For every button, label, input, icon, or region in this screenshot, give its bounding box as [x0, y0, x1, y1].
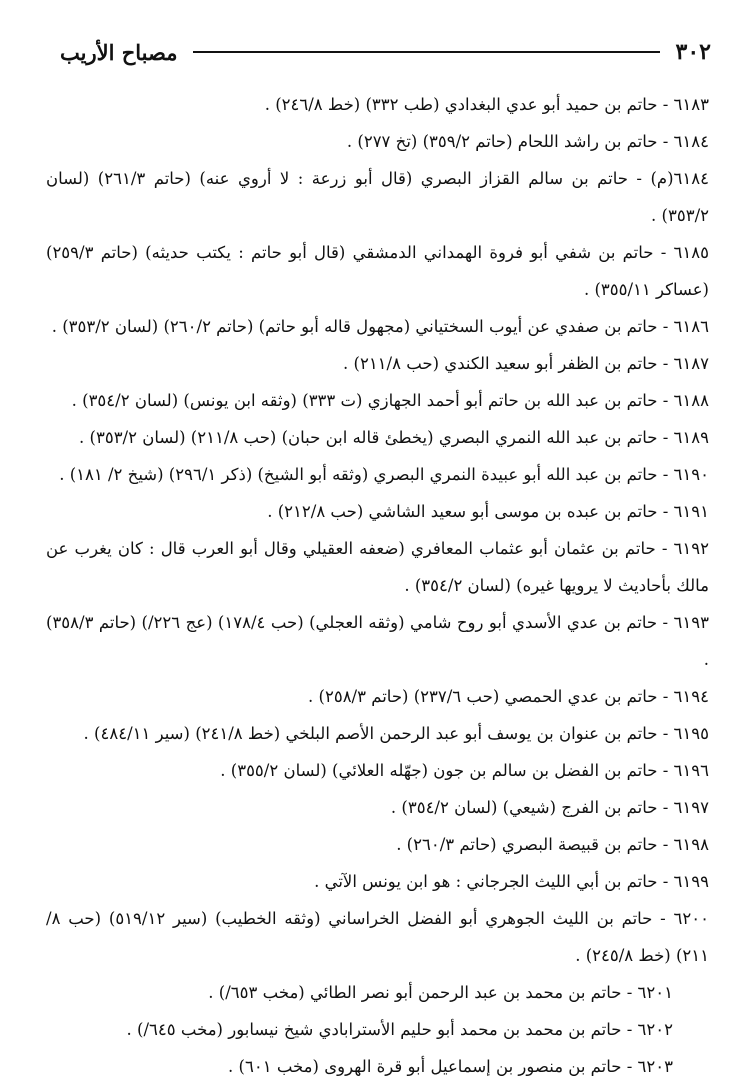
entry-6188: ٦١٨٨ - حاتم بن عبد الله بن حاتم أبو أحمد الجهازي (ت ٣٣٣) (وثقه ابن يونس) (لسان ٣٥٤/٢) .: [71, 391, 709, 410]
entry-6193: ٦١٩٣ - حاتم بن عدي الأسدي أبو روح شامي (وثقه العجلي) (حب ١٧٨/٤) (عج ٢٢٦/) (حاتم ٣٥٨/٣) .: [46, 613, 709, 669]
entry-6191: ٦١٩١ - حاتم بن عبده بن موسى أبو سعيد الشاشي (حب ٢١٢/٨) .: [267, 502, 709, 521]
entry-6196: ٦١٩٦ - حاتم بن الفضل بن سالم بن جون (جهّله العلائي) (لسان ٣٥٥/٢) .: [220, 761, 709, 780]
entry-6203: ٦٢٠٣ - حاتم بن منصور بن إسماعيل أبو قرة الهروى (مخب ٦٠١) .: [228, 1057, 673, 1076]
entry-6202: ٦٢٠٢ - حاتم بن محمد بن محمد أبو حليم الأسترابادي شيخ نيسابور (مخب ٦٤٥/) .: [126, 1020, 673, 1039]
running-title: مصباح الأريب: [60, 39, 178, 65]
entry-6185: ٦١٨٥ - حاتم بن شفي أبو فروة الهمداني الدمشقي (قال أبو حاتم : يكتب حديثه) (حاتم ٢٥٩/٣) (عساكر ٣٥٥/١١) .: [46, 243, 709, 299]
entry-6187: ٦١٨٧ - حاتم بن الظفر أبو سعيد الكندي (حب ٢١١/٨) .: [343, 354, 709, 373]
entry-6189: ٦١٨٩ - حاتم بن عبد الله النمري البصري (يخطئ قاله ابن حبان) (حب ٢١١/٨) (لسان ٣٥٣/٢) .: [79, 428, 709, 447]
entry-6195: ٦١٩٥ - حاتم بن عنوان بن يوسف أبو عبد الرحمن الأصم البلخي (خط ٢٤١/٨) (سير ٤٨٤/١١) .: [83, 724, 709, 743]
page-number: ٣٠٢: [675, 39, 711, 65]
entry-6186: ٦١٨٦ - حاتم بن صفدي عن أيوب السختياني (مجهول قاله أبو حاتم) (حاتم ٢٦٠/٢) (لسان ٣٥٣/٢) .: [51, 317, 709, 336]
entry-6199: ٦١٩٩ - حاتم بن أبي الليث الجرجاني : هو ابن يونس الآتي .: [314, 872, 709, 891]
entry-6198: ٦١٩٨ - حاتم بن قبيصة البصري (حاتم ٢٦٠/٣) .: [396, 835, 709, 854]
entry-6192: ٦١٩٢ - حاتم بن عثمان أبو عثماب المعافري (ضعفه العقيلي وقال أبو العرب قال : كان يغرب عن مالك بأحاديث لا يرويها غيره) (لسان ٣٥٤/٢) .: [46, 539, 709, 595]
entry-6183: ٦١٨٣ - حاتم بن حميد أبو عدي البغدادي (طب ٣٣٢) (خط ٢٤٦/٨) .: [264, 95, 709, 114]
entry-6200: ٦٢٠٠ - حاتم بن الليث الجوهري أبو الفضل الخراساني (وثقه الخطيب) (سير ٥١٩/١٢) (حب ٨/ ٢١١) (خط ٢٤٥/٨) .: [46, 909, 709, 965]
entry-6184m: ٦١٨٤(م) - حاتم بن سالم القزاز البصري (قال أبو زرعة : لا أروي عنه) (حاتم ٢٦١/٣) (لسان ٣٥٣/٢) .: [46, 169, 709, 225]
entry-6194: ٦١٩٤ - حاتم بن عدي الحمصي (حب ٢٣٧/٦) (حاتم ٢٥٨/٣) .: [308, 687, 709, 706]
entry-6197: ٦١٩٧ - حاتم بن الفرج (شيعي) (لسان ٣٥٤/٢) .: [390, 798, 709, 817]
entry-6201: ٦٢٠١ - حاتم بن محمد بن عبد الرحمن أبو نصر الطائي (مخب ٦٥٣/) .: [208, 983, 673, 1002]
entry-list: [46, 86, 709, 1085]
page-header: [60, 34, 711, 70]
entry-6190: ٦١٩٠ - حاتم بن عبد الله أبو عبيدة النمري البصري (وثقه أبو الشيخ) (ذكر ٢٩٦/١) (شيخ ٢/ ١٨١) .: [59, 465, 709, 484]
entry-6184: ٦١٨٤ - حاتم بن راشد اللحام (حاتم ٣٥٩/٢) (تخ ٢٧٧) .: [346, 132, 709, 151]
header-rule: [193, 51, 659, 53]
